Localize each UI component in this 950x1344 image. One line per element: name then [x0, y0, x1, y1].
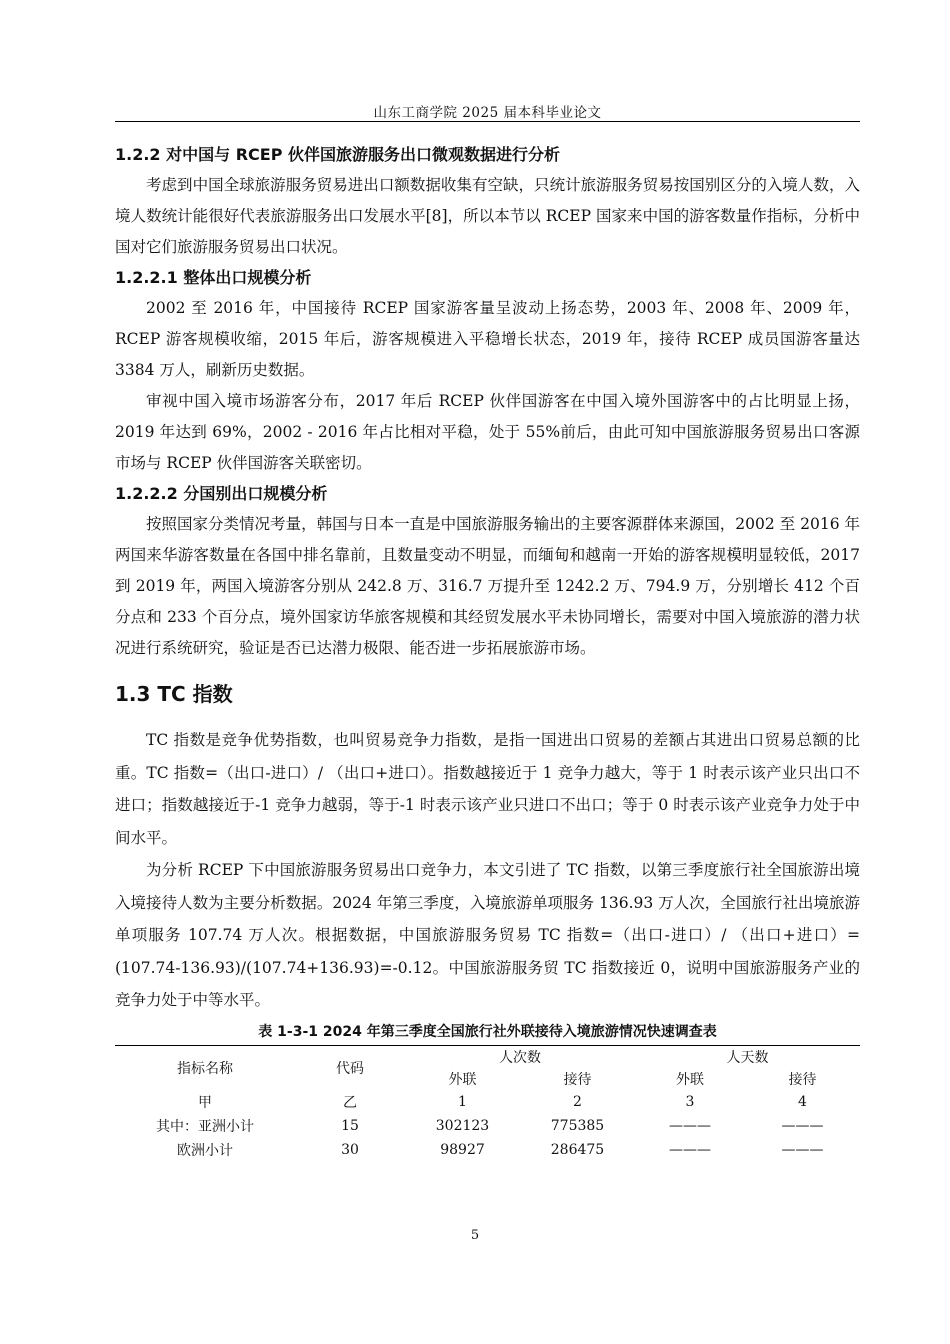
subheader-reception: 接待 — [788, 1071, 817, 1088]
table-cell: 4 — [798, 1093, 807, 1110]
header-person-times: 人次数 — [499, 1049, 541, 1066]
header-code: 代码 — [336, 1060, 364, 1077]
table-cell: 775385 — [550, 1117, 605, 1134]
table-cell: ——— — [669, 1117, 711, 1134]
subheader-outreach: 外联 — [676, 1071, 704, 1088]
table-cell: 乙 — [343, 1094, 357, 1111]
section-heading-1-3: 1.3 TC 指数 — [115, 682, 233, 706]
page-number: 5 — [470, 1228, 480, 1243]
section-heading-1-2-2-1: 1.2.2.1 整体出口规模分析 — [115, 268, 312, 287]
survey-table — [115, 1046, 860, 1162]
table-cell: 98927 — [440, 1141, 485, 1158]
table-cell: 甲 — [198, 1094, 212, 1111]
header-person-days: 人天数 — [726, 1049, 769, 1066]
header-rule — [115, 121, 860, 122]
table-cell: 302123 — [435, 1117, 490, 1134]
table-row — [115, 1114, 860, 1138]
running-header: 山东工商学院 2025 届本科毕业论文 — [373, 105, 602, 121]
paragraph: 为分析 RCEP 下中国旅游服务贸易出口竞争力，本文引进了 TC 指数，以第三季度旅行社全国旅游出境入境接待人数为主要分析数据。2024 年第三季度，入境旅游单项服务 136.93 万人次，全国旅行社出境旅游单项服务 107.74 万人次。根据数据，中国旅游服务贸易 TC 指数=（出口-进口）/ （出口+进口）=(107.74-136.93)/(107.74+136.93)=-0.12。中国旅游服务贸 TC 指数接近 0，说明中国旅游服务产业的竞争力处于中等水平。 — [115, 861, 860, 1009]
table-cell: ——— — [669, 1141, 711, 1158]
paragraph: 考虑到中国全球旅游服务贸易进出口额数据收集有空缺，只统计旅游服务贸易按国别区分的入境人数，入境人数统计能很好代表旅游服务出口发展水平[8]，所以本节以 RCEP 国家来中国的游客数量作指标，分析中国对它们旅游服务贸易出口状况。 — [115, 176, 860, 256]
section-heading-1-2-2: 1.2.2 对中国与 RCEP 伙伴国旅游服务出口微观数据进行分析 — [115, 145, 560, 164]
table-header-row — [115, 1046, 860, 1068]
body-text — [115, 140, 860, 1162]
table-cell: 286475 — [550, 1141, 605, 1158]
table-index-row — [115, 1090, 860, 1114]
paragraph: 审视中国入境市场游客分布，2017 年后 RCEP 伙伴国游客在中国入境外国游客中的占比明显上扬，2019 年达到 69%，2002 - 2016 年占比相对平稳，处于 55%前后，由此可知中国旅游服务贸易出口客源市场与 RCEP 伙伴国游客关联密切。 — [115, 392, 860, 472]
table-row — [115, 1138, 860, 1162]
table-cell: 3 — [685, 1093, 695, 1110]
table-cell: ——— — [781, 1141, 824, 1158]
table-cell: 2 — [573, 1093, 582, 1110]
subheader-outreach: 外联 — [448, 1071, 477, 1088]
paragraph: TC 指数是竞争优势指数，也叫贸易竞争力指数，是指一国进出口贸易的差额占其进出口贸易总额的比重。TC 指数=（出口-进口）/ （出口+进口）。指数越接近于 1 竞争力越大，等于 1 时表示该产业只出口不进口；指数越接近于-1 竞争力越弱，等于-1 时表示该产业只进口不出口；等于 0 时表示该产业竞争力处于中间水平。 — [115, 731, 860, 847]
table-cell: 15 — [341, 1117, 359, 1134]
paragraph: 按照国家分类情况考量，韩国与日本一直是中国旅游服务输出的主要客源群体来源国，2002 至 2016 年两国来华游客数量在各国中排名靠前，且数量变动不明显，而缅甸和越南一开始的游客规模明显较低，2017 到 2019 年，两国入境游客分别从 242.8 万、316.7 万提升至 1242.2 万、794.9 万，分别增长 412 个百分点和 233 个百分点，境外国家访华旅客规模和其经贸发展水平未协同增长，需要对中国入境旅游的潜力状况进行系统研究，验证是否已达潜力极限、能否进一步拓展旅游市场。 — [115, 515, 860, 657]
subheader-reception: 接待 — [563, 1071, 592, 1088]
table-cell: 30 — [341, 1141, 359, 1158]
table-cell: 其中：亚洲小计 — [156, 1118, 254, 1135]
table-cell: ——— — [781, 1117, 824, 1134]
header-indicator: 指标名称 — [177, 1060, 233, 1077]
section-heading-1-2-2-2: 1.2.2.2 分国别出口规模分析 — [115, 484, 328, 503]
table-caption: 表 1-3-1 2024 年第三季度全国旅行社外联接待入境旅游情况快速调查表 — [258, 1023, 717, 1040]
table-cell: 1 — [458, 1093, 467, 1110]
table-cell: 欧洲小计 — [177, 1142, 233, 1159]
paragraph: 2002 至 2016 年，中国接待 RCEP 国家游客量呈波动上扬态势，2003 年、2008 年、2009 年，RCEP 游客规模收缩，2015 年后，游客规模进入平稳增长状态，2019 年，接待 RCEP 成员国游客量达 3384 万人，刷新历史数据。 — [115, 299, 860, 379]
